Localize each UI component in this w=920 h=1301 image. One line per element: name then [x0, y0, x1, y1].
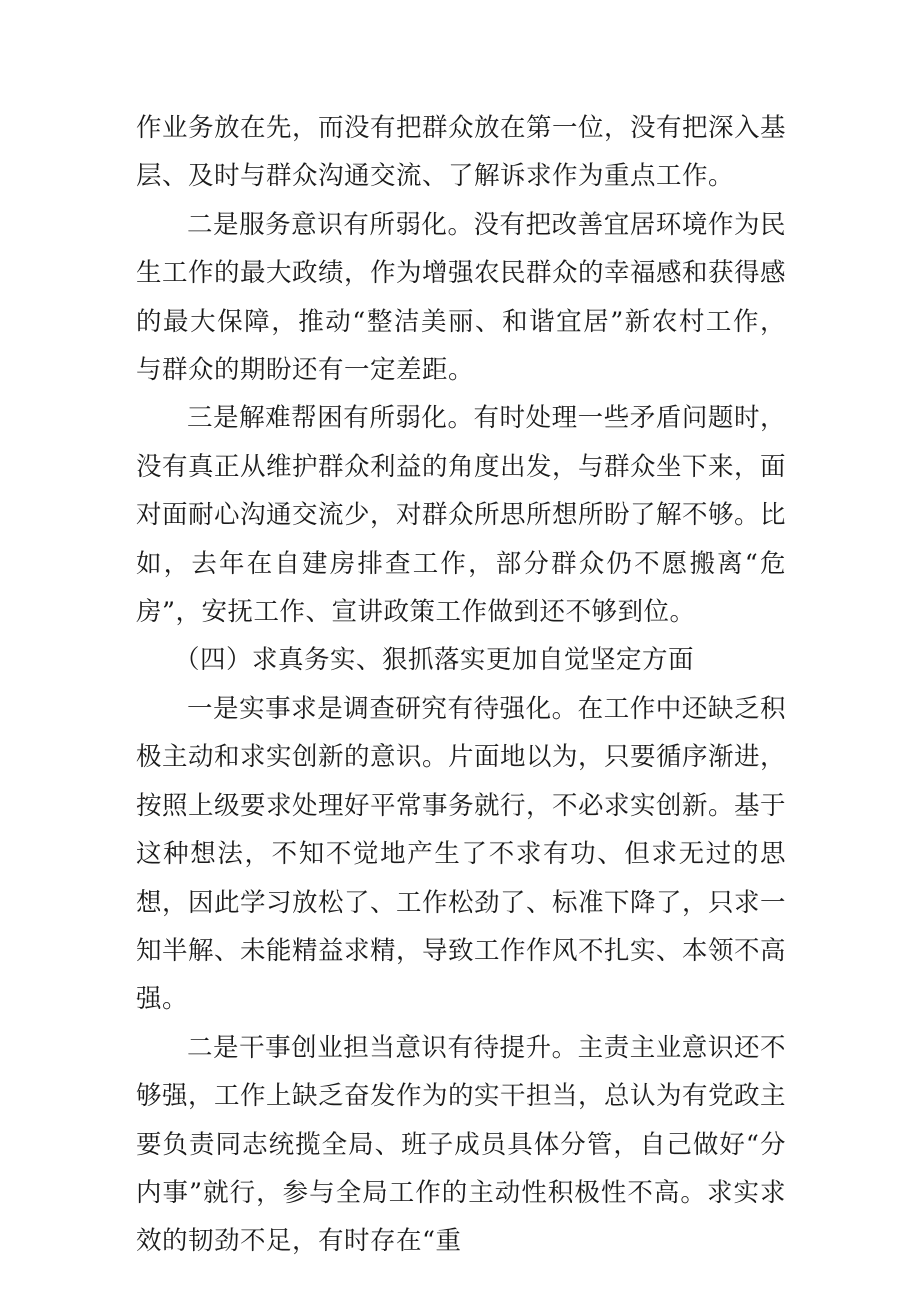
paragraph-problem-solving: 三是解难帮困有所弱化。有时处理一些矛盾问题时，没有真正从维护群众利益的角度出发，与群众坐下来，面对面耐心沟通交流少，对群众所思所想所盼了解不够。比如，去年在自建房排查工作，部分群众仍不愿搬离“危房”，安抚工作、宣讲政策工作做到还不够到位。	[136, 403, 787, 628]
paragraph-continued: 作业务放在先，而没有把群众放在第一位，没有把深入基层、及时与群众沟通交流、了解诉求作为重点工作。	[136, 113, 787, 192]
paragraph-responsibility: 二是干事创业担当意识有待提升。主责主业意识还不够强，工作上缺乏奋发作为的实干担当，总认为有党政主要负责同志统揽全局、班子成员具体分管，自己做好“分内事”就行，参与全局工作的主动性积极性不高。求实求效的韧劲不足，有时存在“重	[136, 1032, 787, 1257]
section-heading: （四）求真务实、狠抓落实更加自觉坚定方面	[174, 645, 695, 676]
paragraph-service-awareness: 二是服务意识有所弱化。没有把改善宜居环境作为民生工作的最大政绩，作为增强农民群众的幸福感和获得感的最大保障，推动“整洁美丽、和谐宜居”新农村工作，与群众的期盼还有一定差距。	[136, 209, 787, 386]
paragraph-investigation-research: 一是实事求是调查研究有待强化。在工作中还缺乏积极主动和求实创新的意识。片面地以为，只要循序渐进，按照上级要求处理好平常事务就行，不必求实创新。基于这种想法，不知不觉地产生了不求有功、但求无过的思想，因此学习放松了、工作松劲了、标准下降了，只求一知半解、未能精益求精，导致工作作风不扎实、本领不高强。	[136, 693, 787, 1015]
document-body	[136, 104, 786, 1266]
